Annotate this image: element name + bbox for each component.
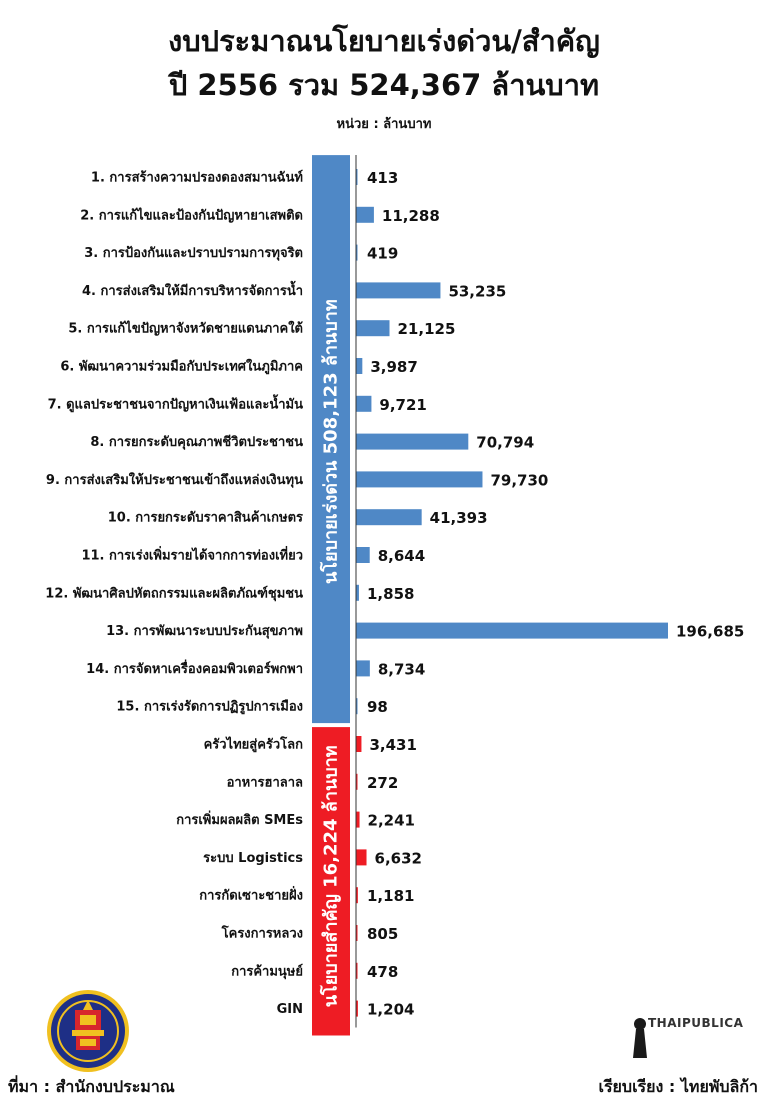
credit-note: เรียบเรียง : ไทยพับลิก้า — [598, 1077, 758, 1096]
category-label: 4. การส่งเสริมให้มีการบริหารจัดการน้ำ — [82, 283, 303, 299]
chart-title-line2: ปี 2556 รวม 524,367 ล้านบาท — [168, 68, 600, 102]
bar — [356, 812, 360, 828]
value-label: 1,204 — [367, 1000, 415, 1019]
category-label: 15. การเร่งรัดการปฏิรูปการเมือง — [116, 699, 303, 715]
bar — [356, 434, 468, 450]
value-label: 9,721 — [379, 395, 427, 414]
value-label: 41,393 — [429, 509, 488, 528]
value-label: 478 — [367, 962, 399, 981]
category-label: อาหารฮาลาล — [226, 775, 303, 791]
value-label: 79,730 — [490, 471, 549, 490]
category-label: 6. พัฒนาความร่วมมือกับประเทศในภูมิภาค — [60, 359, 303, 375]
category-label: ระบบ Logistics — [203, 850, 303, 866]
bar — [356, 282, 440, 298]
value-label: 6,632 — [374, 849, 422, 868]
bar — [356, 660, 370, 676]
value-label: 98 — [367, 698, 388, 717]
group-band-label-1: นโยบายสำคัญ 16,224 ล้านบาท — [320, 745, 342, 1008]
category-label: GIN — [276, 1002, 303, 1018]
group-band-label-0: นโยบายเร่งด่วน 508,123 ล้านบาท — [320, 299, 342, 584]
bar — [356, 509, 422, 525]
value-label: 419 — [367, 244, 399, 263]
value-label: 21,125 — [397, 320, 456, 339]
bar — [356, 547, 370, 563]
bar — [356, 623, 668, 639]
bar — [356, 320, 390, 336]
category-label: 3. การป้องกันและปราบปรามการทุจริต — [84, 246, 303, 262]
source-note: ที่มา : สำนักงบประมาณ — [8, 1077, 175, 1096]
value-label: 805 — [367, 925, 399, 943]
value-label: 70,794 — [476, 433, 535, 452]
category-label: 5. การแก้ไขปัญหาจังหวัดชายแดนภาคใต้ — [68, 321, 303, 337]
bar — [356, 849, 367, 865]
bar — [356, 358, 362, 374]
category-label: 7. ดูแลประชาชนจากปัญหาเงินเฟ้อและน้ำมัน — [47, 397, 303, 413]
value-label: 413 — [367, 169, 399, 187]
bar — [356, 471, 482, 487]
bar — [356, 736, 361, 752]
category-label: การค้ามนุษย์ — [231, 964, 303, 980]
category-label: 9. การส่งเสริมให้ประชาชนเข้าถึงแหล่งเงินทุน — [45, 472, 303, 488]
value-label: 8,734 — [377, 660, 426, 679]
value-label: 53,235 — [448, 282, 507, 301]
value-label: 272 — [367, 773, 399, 792]
category-label: การกัดเซาะชายฝั่ง — [199, 888, 303, 904]
category-label: 1. การสร้างความปรองดองสมานฉันท์ — [90, 170, 303, 186]
category-label: 11. การเร่งเพิ่มรายได้จากการท่องเที่ยว — [81, 548, 303, 564]
budget-bureau-seal-logo — [45, 988, 131, 1074]
value-label: 3,987 — [370, 358, 418, 376]
category-label: ครัวไทยสู่ครัวโลก — [203, 737, 303, 753]
category-label: 12. พัฒนาศิลปหัตถกรรมและผลิตภัณฑ์ชุมชน — [45, 586, 303, 602]
thaipublica-wordmark: THAIPUBLICA — [648, 1016, 744, 1030]
value-label: 11,288 — [381, 206, 440, 225]
category-label: โครงการหลวง — [221, 926, 303, 942]
value-label: 2,241 — [367, 811, 416, 830]
unit-label: หน่วย : ล้านบาท — [336, 117, 432, 132]
category-label: 2. การแก้ไขและป้องกันปัญหายาเสพติด — [80, 208, 303, 224]
category-label: 13. การพัฒนาระบบประกันสุขภาพ — [106, 624, 303, 640]
chart-title-line1: งบประมาณนโยบายเร่งด่วน/สำคัญ — [168, 24, 600, 58]
bar — [356, 207, 374, 223]
category-label: การเพิ่มผลผลิต SMEs — [176, 813, 303, 829]
category-label: 14. การจัดหาเครื่องคอมพิวเตอร์พกพา — [86, 661, 303, 677]
value-label: 196,685 — [676, 622, 745, 641]
bar — [356, 396, 371, 412]
category-label: 8. การยกระดับคุณภาพชีวิตประชาชน — [90, 435, 303, 451]
category-label: 10. การยกระดับราคาสินค้าเกษตร — [107, 510, 303, 526]
value-label: 3,431 — [369, 736, 417, 754]
value-label: 1,858 — [367, 584, 415, 603]
value-label: 1,181 — [367, 887, 415, 906]
value-label: 8,644 — [377, 547, 426, 565]
